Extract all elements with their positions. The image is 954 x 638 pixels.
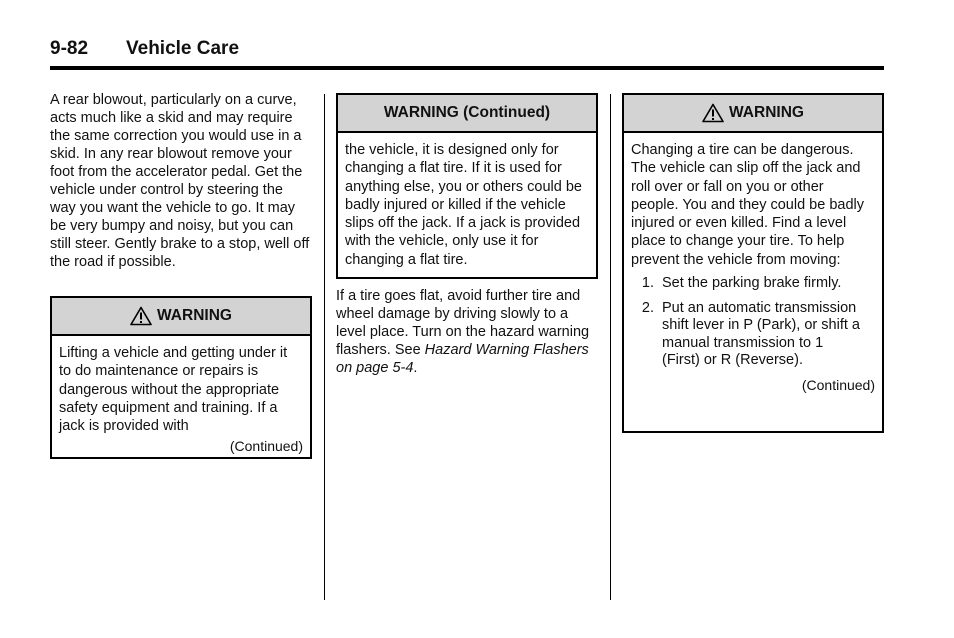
warning-box-continued — [336, 93, 598, 279]
paragraph-text: If a tire goes flat, avoid further tire and wheel damage by driving slowly to a level place. Turn on the hazard warning flashers. See — [336, 288, 590, 358]
step-text: Set the parking brake firmly. — [662, 275, 842, 292]
cross-reference: Hazard Warning Flashers on page 5-4 — [336, 342, 589, 376]
warning-header — [624, 95, 882, 133]
step-text: Put an automatic transmission shift lever in P (Park), or shift a manual transmission to 1 (First) or R (Reverse). — [662, 299, 860, 369]
column-divider — [610, 94, 611, 600]
list-item — [624, 300, 882, 370]
warning-body: Changing a tire can be dangerous. The vehicle can slip off the jack and roll over or fall on you or other people. You and they could be badly injured or even killed. Find a level place to change your tire. To help prevent the vehicle from moving: — [631, 142, 865, 268]
warning-body: the vehicle, it is designed only for changing a flat tire. If it is used for anything else, you or others could be badly injured or killed if the vehicle slips off the jack. If a jack is provided with the vehicle, only use it for changing a flat tire. — [345, 142, 582, 268]
warning-triangle-icon — [130, 306, 152, 326]
rear-blowout-paragraph: A rear blowout, particularly on a curve, acts much like a skid and may require the same correction you would use in a skid. In any rear blowout remove your foot from the accelerator pedal. Get the vehicle under control by steering the way you want the vehicle to go. It may be very bumpy and noisy, but you can still steer. Gently brake to a stop, well off the road if possible. — [50, 92, 310, 270]
warning-title: WARNING — [729, 104, 804, 121]
steps-list — [624, 275, 882, 370]
step-number: 2. — [641, 299, 654, 316]
warning-title: WARNING (Continued) — [383, 104, 551, 121]
continued-label: (Continued) — [801, 376, 875, 393]
warning-title: WARNING — [157, 307, 232, 324]
flat-tire-paragraph — [336, 287, 600, 377]
warning-header — [338, 95, 596, 133]
section-title: Vehicle Care — [126, 38, 240, 59]
page-header — [50, 38, 884, 70]
step-number: 1. — [641, 275, 654, 292]
warning-triangle-icon — [702, 103, 724, 123]
paragraph-end: . — [413, 360, 418, 376]
warning-box-changing-tire — [622, 93, 884, 433]
warning-body: Lifting a vehicle and getting under it to do maintenance or repairs is dangerous without the appropriate safety equipment and training. If a jack is provided with — [59, 345, 288, 435]
warning-header — [52, 298, 310, 336]
list-item — [624, 275, 882, 293]
column-divider — [324, 94, 325, 600]
continued-label: (Continued) — [229, 438, 303, 455]
warning-box-lifting — [50, 296, 312, 459]
page-number: 9-82 — [50, 38, 89, 59]
